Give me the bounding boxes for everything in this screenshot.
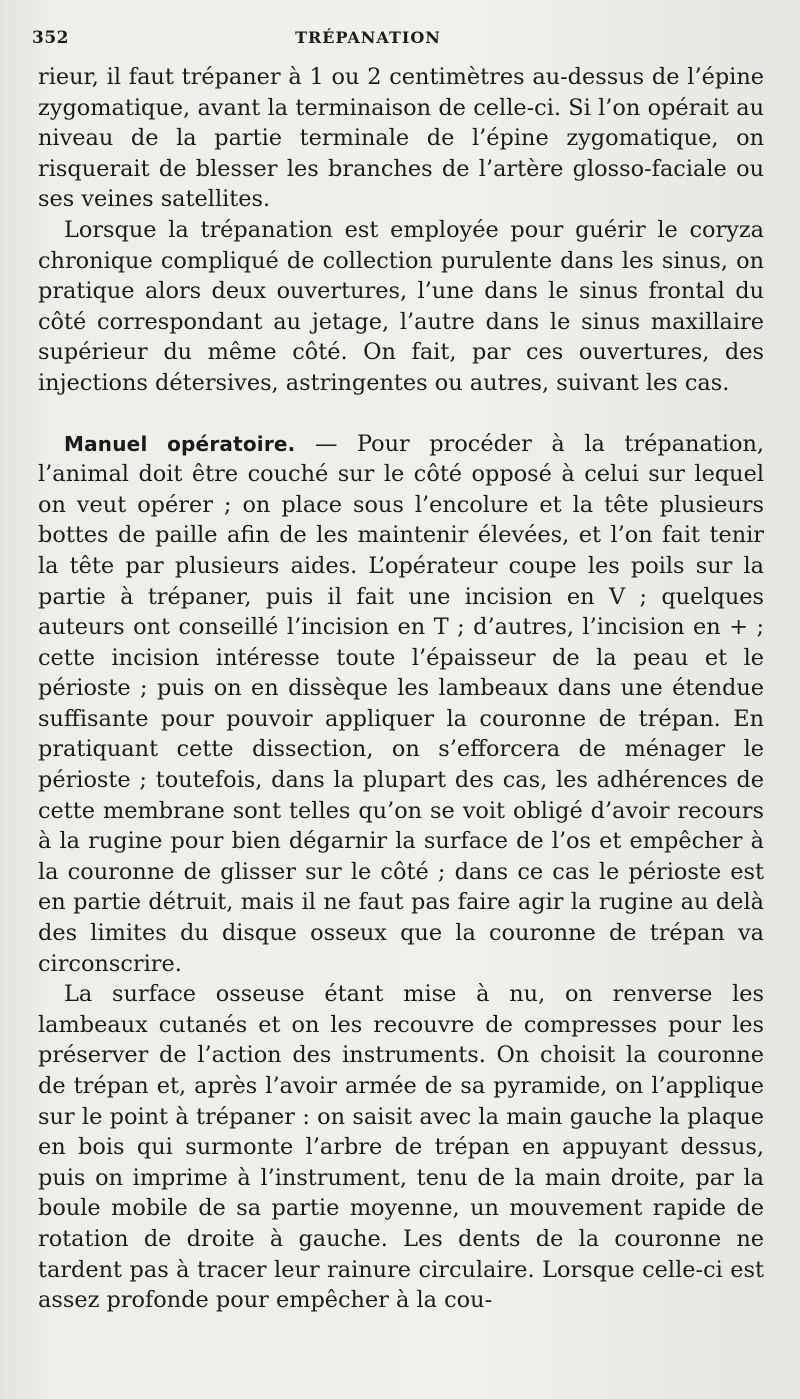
paragraph-continued: rieur, il faut trépaner à 1 ou 2 centimètres au-dessus de l’épine zygomatique, avant la terminaison de celle-ci. Si l’on opérait au niveau de la partie terminale de l’épine zygomatique, on risquerait de blesser les branches de l’artère glosso-faciale ou ses veines satellites. (38, 64, 764, 213)
page-number: 352 (32, 28, 69, 48)
section-heading: Manuel opératoire. (64, 431, 296, 456)
paragraph-surface-osseuse: La surface osseuse étant mise à nu, on renverse les lambeaux cutanés et on les recouvre de compresses pour les préserver de l’action des instruments. On choisit la couronne de trépan et, après l’avoir armée de sa pyramide, on l’applique sur le point à trépaner : on saisit avec la main gauche la plaque en bois qui surmonte l’arbre de trépan en appuyant dessus, puis on imprime à l’instrument, tenu de la main droite, par la boule mobile de sa partie moyenne, un mouvement rapide de rotation de droite à gauche. Les dents de la couronne ne tardent pas à tracer leur rainure circulaire. Lorsque celle-ci est assez profonde pour empêcher à la cou- (38, 981, 764, 1314)
paragraph-coryza: Lorsque la trépanation est employée pour guérir le coryza chronique compliqué de collection purulente dans les sinus, on pratique alors deux ouvertures, l’une dans le sinus frontal du côté correspondant au jetage, l’autre dans le sinus maxillaire supérieur du même côté. On fait, par ces ouvertures, des injections détersives, astringentes ou autres, suivant les cas. (38, 216, 764, 396)
paragraph-manuel-operatoire-text: — Pour procéder à la trépanation, l’animal doit être couché sur le côté opposé à celui sur lequel on veut opérer ; on place sous l’encolure et la tête plusieurs bottes de paille afin de les maintenir élevées, et l’on fait tenir la tête par plusieurs aides. L’opérateur coupe les poils sur la partie à trépaner, puis il fait une incision en V ; quelques auteurs ont conseillé l’incision en T ; d’autres, l’incision en + ; cette incision intéresse toute l’épaisseur de la peau et le périoste ; puis on en dissèque les lambeaux dans une étendue suffisante pour pouvoir appliquer la couronne de trépan. En pratiquant cette dissection, on s’efforcera de ménager le périoste ; toutefois, dans la plupart des cas, les adhérences de cette membrane sont telles qu’on se voit obligé d’avoir recours à la rugine pour bien dégarnir la surface de l’os et empêcher à la couronne de glisser sur le côté ; dans ce cas le périoste est en partie détruit, mais il ne faut pas faire agir la rugine au delà des limites du disque osseux que la couronne de trépan va circonscrire. (38, 430, 764, 977)
body-text (38, 62, 764, 1316)
running-header (32, 28, 764, 62)
running-title: TRÉPANATION (295, 28, 441, 47)
paragraph-manuel-operatoire (38, 429, 764, 980)
